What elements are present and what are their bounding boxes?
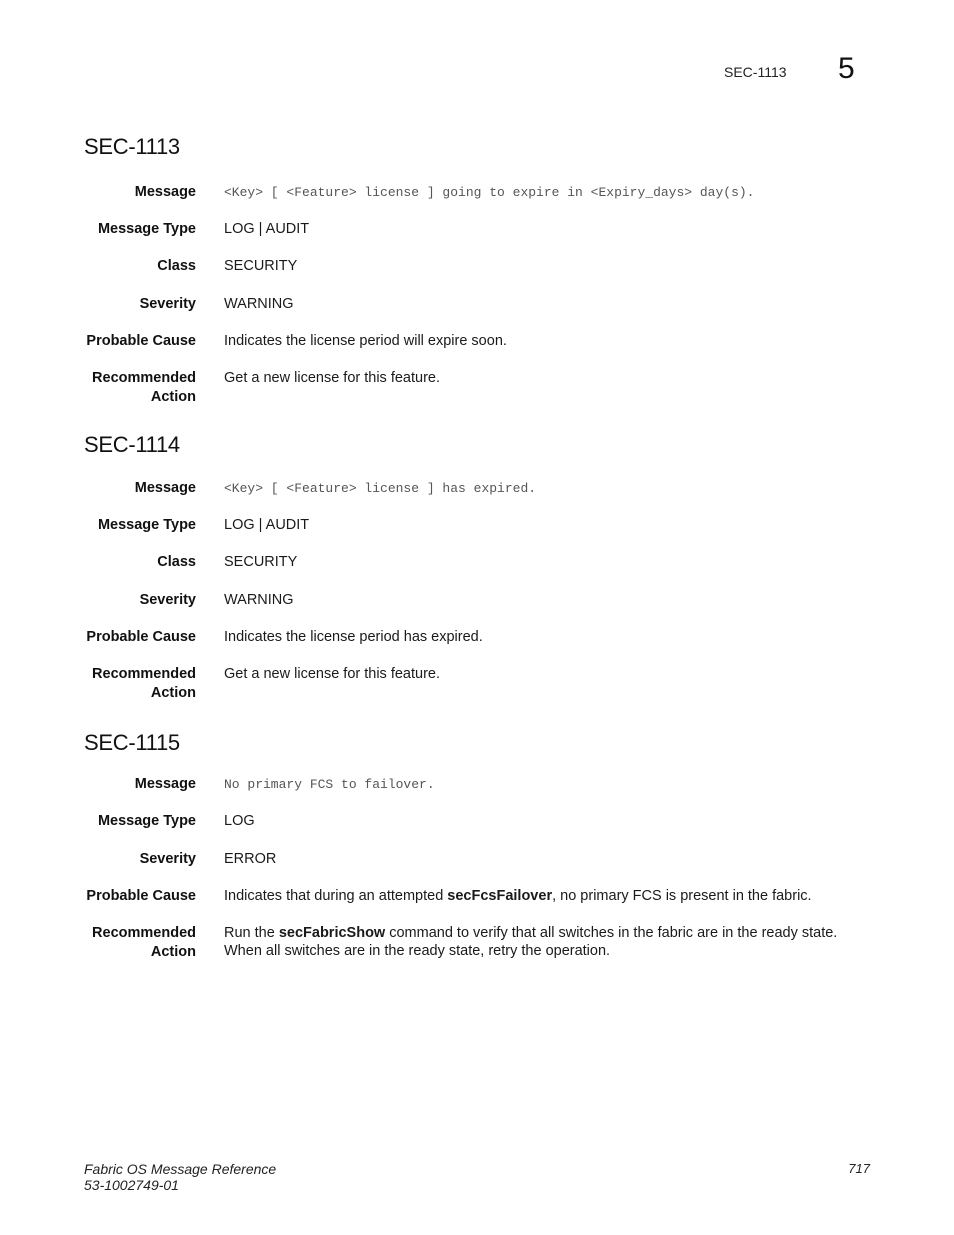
field-value bbox=[224, 887, 874, 905]
field-value: ERROR bbox=[224, 851, 277, 867]
section-title: SEC-1115 bbox=[84, 730, 180, 755]
running-head: SEC-1113 bbox=[724, 64, 787, 80]
field-label: Message bbox=[134, 184, 196, 200]
text-segment: Indicates that during an attempted bbox=[224, 888, 448, 904]
section-title: SEC-1114 bbox=[84, 432, 180, 457]
field-label: Recommended Action bbox=[92, 370, 196, 405]
field-value: LOG | AUDIT bbox=[224, 517, 310, 533]
chapter-number: 5 bbox=[838, 52, 855, 85]
field-label: Severity bbox=[139, 296, 196, 312]
field-value: Indicates the license period will expire soon. bbox=[224, 333, 507, 349]
footer-title: Fabric OS Message Reference bbox=[84, 1161, 277, 1177]
field-label: Recommended Action bbox=[92, 925, 196, 960]
field-value: Get a new license for this feature. bbox=[224, 370, 440, 386]
field-value: <Key> [ <Feature> license ] going to expire in <Expiry_days> day(s). bbox=[224, 185, 755, 200]
field-value: Get a new license for this feature. bbox=[224, 666, 440, 682]
footer-doc-number: 53-1002749-01 bbox=[84, 1177, 179, 1193]
field-value: No primary FCS to failover. bbox=[224, 777, 435, 792]
field-label: Message Type bbox=[97, 517, 196, 533]
field-label: Message Type bbox=[97, 221, 196, 237]
field-value: WARNING bbox=[224, 296, 294, 312]
text-segment: command to verify that all switches in the fabric are in the ready state. When all switches are in the ready state, retry the operation. bbox=[224, 925, 838, 959]
field-label: Class bbox=[157, 554, 196, 570]
field-value bbox=[224, 924, 874, 960]
field-label: Recommended Action bbox=[92, 666, 196, 701]
field-label: Probable Cause bbox=[86, 888, 196, 904]
field-label: Probable Cause bbox=[86, 333, 196, 349]
command-name: secFabricShow bbox=[278, 925, 386, 941]
field-value: <Key> [ <Feature> license ] has expired. bbox=[224, 481, 537, 496]
field-label: Class bbox=[157, 258, 196, 274]
field-label: Message bbox=[134, 480, 196, 496]
field-label: Message bbox=[134, 776, 196, 792]
text-segment: , no primary FCS is present in the fabric. bbox=[552, 888, 812, 904]
field-value: SECURITY bbox=[224, 258, 298, 274]
command-name: secFcsFailover bbox=[447, 888, 553, 904]
footer-page-number: 717 bbox=[848, 1161, 870, 1176]
field-value: Indicates the license period has expired. bbox=[224, 629, 483, 645]
field-label: Severity bbox=[139, 592, 196, 608]
field-label: Probable Cause bbox=[86, 629, 196, 645]
text-segment: Run the bbox=[224, 925, 279, 941]
field-value: SECURITY bbox=[224, 554, 298, 570]
field-label: Severity bbox=[139, 851, 196, 867]
field-label: Message Type bbox=[97, 813, 196, 829]
field-value: WARNING bbox=[224, 592, 294, 608]
field-value: LOG | AUDIT bbox=[224, 221, 310, 237]
field-value: LOG bbox=[224, 813, 255, 829]
section-title: SEC-1113 bbox=[84, 134, 180, 159]
